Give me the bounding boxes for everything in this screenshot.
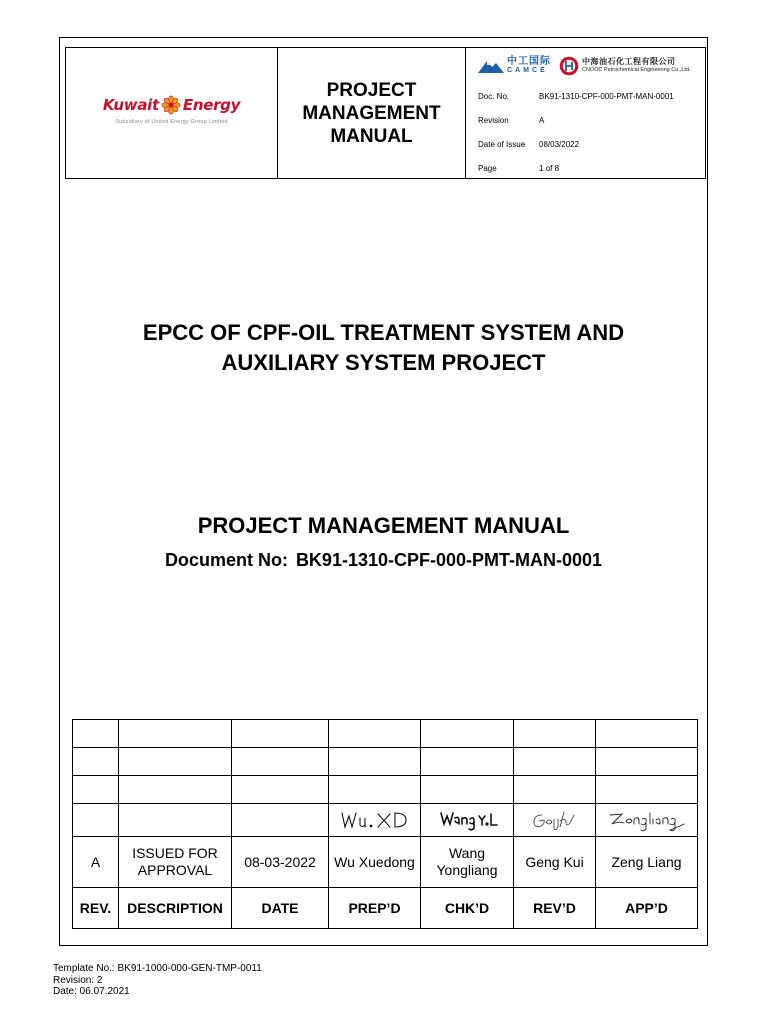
header-title-line-1: PROJECT bbox=[326, 79, 417, 101]
row-chkd-line-1: Wang bbox=[448, 845, 486, 861]
row-chkd-line-2: Yongliang bbox=[436, 862, 498, 878]
row-description-line-1: ISSUED FOR bbox=[132, 845, 218, 861]
row-appd: Zeng Liang bbox=[596, 837, 698, 888]
kuwait-energy-logo-right: Energy bbox=[182, 96, 241, 114]
table-row bbox=[73, 776, 698, 804]
signature-revd bbox=[514, 804, 596, 837]
document-meta-cell bbox=[466, 48, 706, 179]
signature-chkd-image bbox=[431, 807, 503, 833]
revision-table bbox=[72, 719, 698, 929]
client-logo-cell bbox=[66, 48, 278, 179]
signature-prepd-image bbox=[334, 807, 416, 833]
camce-name-en: CAMCE bbox=[507, 67, 548, 74]
table-row bbox=[73, 837, 698, 888]
table-header-row bbox=[73, 888, 698, 929]
meta-label: Page bbox=[478, 164, 497, 173]
row-description bbox=[119, 837, 232, 888]
header-title-line-2: MANAGEMENT bbox=[302, 102, 441, 124]
signature-revd-image bbox=[522, 807, 588, 833]
header-title-line-3: MANUAL bbox=[330, 125, 413, 147]
cnooc-logo bbox=[559, 56, 691, 76]
cnooc-name-cn: 中海油石化工程有限公司 bbox=[582, 57, 676, 66]
camce-mountain-icon bbox=[478, 58, 504, 74]
template-revision: Revision: 2 bbox=[53, 974, 103, 986]
meta-label: Revision bbox=[478, 116, 509, 125]
meta-value: 08/03/2022 bbox=[539, 140, 580, 149]
header-appd: APP’D bbox=[596, 888, 698, 929]
signature-appd-image bbox=[604, 807, 690, 833]
template-number: Template No.: BK91-1000-000-GEN-TMP-0011 bbox=[53, 963, 262, 974]
header-table bbox=[65, 47, 706, 179]
kuwait-energy-logo-left: Kuwait bbox=[102, 96, 159, 114]
contractor-logos bbox=[478, 56, 691, 76]
document-meta-rows bbox=[478, 92, 674, 188]
signature-appd bbox=[596, 804, 698, 837]
flower-icon bbox=[161, 95, 181, 115]
header-date: DATE bbox=[232, 888, 329, 929]
template-footer bbox=[53, 963, 262, 998]
meta-row-page bbox=[478, 164, 674, 188]
cnooc-name-en: CNOOC Petrochemical Engineering Co.,Ltd. bbox=[582, 67, 691, 73]
header-chkd: CHK’D bbox=[421, 888, 514, 929]
signature-row bbox=[73, 804, 698, 837]
document-number bbox=[60, 548, 707, 572]
row-date: 08-03-2022 bbox=[232, 837, 329, 888]
document-frame bbox=[59, 37, 708, 946]
header-rev: REV. bbox=[73, 888, 119, 929]
meta-value: A bbox=[539, 116, 545, 125]
header-title-cell bbox=[278, 48, 466, 179]
row-chkd bbox=[421, 837, 514, 888]
row-prepd: Wu Xuedong bbox=[329, 837, 421, 888]
table-row bbox=[73, 748, 698, 776]
document-number-value: BK91-1310-CPF-000-PMT-MAN-0001 bbox=[295, 550, 603, 570]
meta-value: 1 of 8 bbox=[539, 164, 560, 173]
row-rev: A bbox=[73, 837, 119, 888]
cnooc-emblem-icon bbox=[559, 56, 579, 76]
meta-row-doc-no bbox=[478, 92, 674, 116]
camce-name-cn: 中工国际 bbox=[507, 56, 551, 67]
meta-row-date-of-issue bbox=[478, 140, 674, 164]
project-title bbox=[60, 318, 707, 378]
meta-label: Doc. No. bbox=[478, 92, 510, 101]
meta-row-revision bbox=[478, 116, 674, 140]
camce-logo bbox=[478, 57, 551, 75]
signature-prepd bbox=[329, 804, 421, 837]
template-date: Date: 06.07.2021 bbox=[53, 986, 130, 997]
header-prepd: PREP’D bbox=[329, 888, 421, 929]
table-row bbox=[73, 720, 698, 748]
meta-label: Date of Issue bbox=[478, 140, 526, 149]
document-title: PROJECT MANAGEMENT MANUAL bbox=[197, 513, 570, 538]
kuwait-energy-logo bbox=[66, 95, 277, 115]
kuwait-energy-tagline: Subsidiary of United Energy Group Limited bbox=[115, 119, 228, 125]
project-title-line-1: EPCC OF CPF-OIL TREATMENT SYSTEM AND bbox=[142, 320, 625, 345]
project-title-line-2: AUXILIARY SYSTEM PROJECT bbox=[221, 350, 546, 375]
row-description-line-2: APPROVAL bbox=[137, 862, 213, 878]
meta-value: BK91-1310-CPF-000-PMT-MAN-0001 bbox=[539, 92, 674, 101]
header-revd: REV’D bbox=[514, 888, 596, 929]
row-revd: Geng Kui bbox=[514, 837, 596, 888]
header-description: DESCRIPTION bbox=[119, 888, 232, 929]
signature-chkd bbox=[421, 804, 514, 837]
document-number-label: Document No: bbox=[164, 550, 288, 570]
